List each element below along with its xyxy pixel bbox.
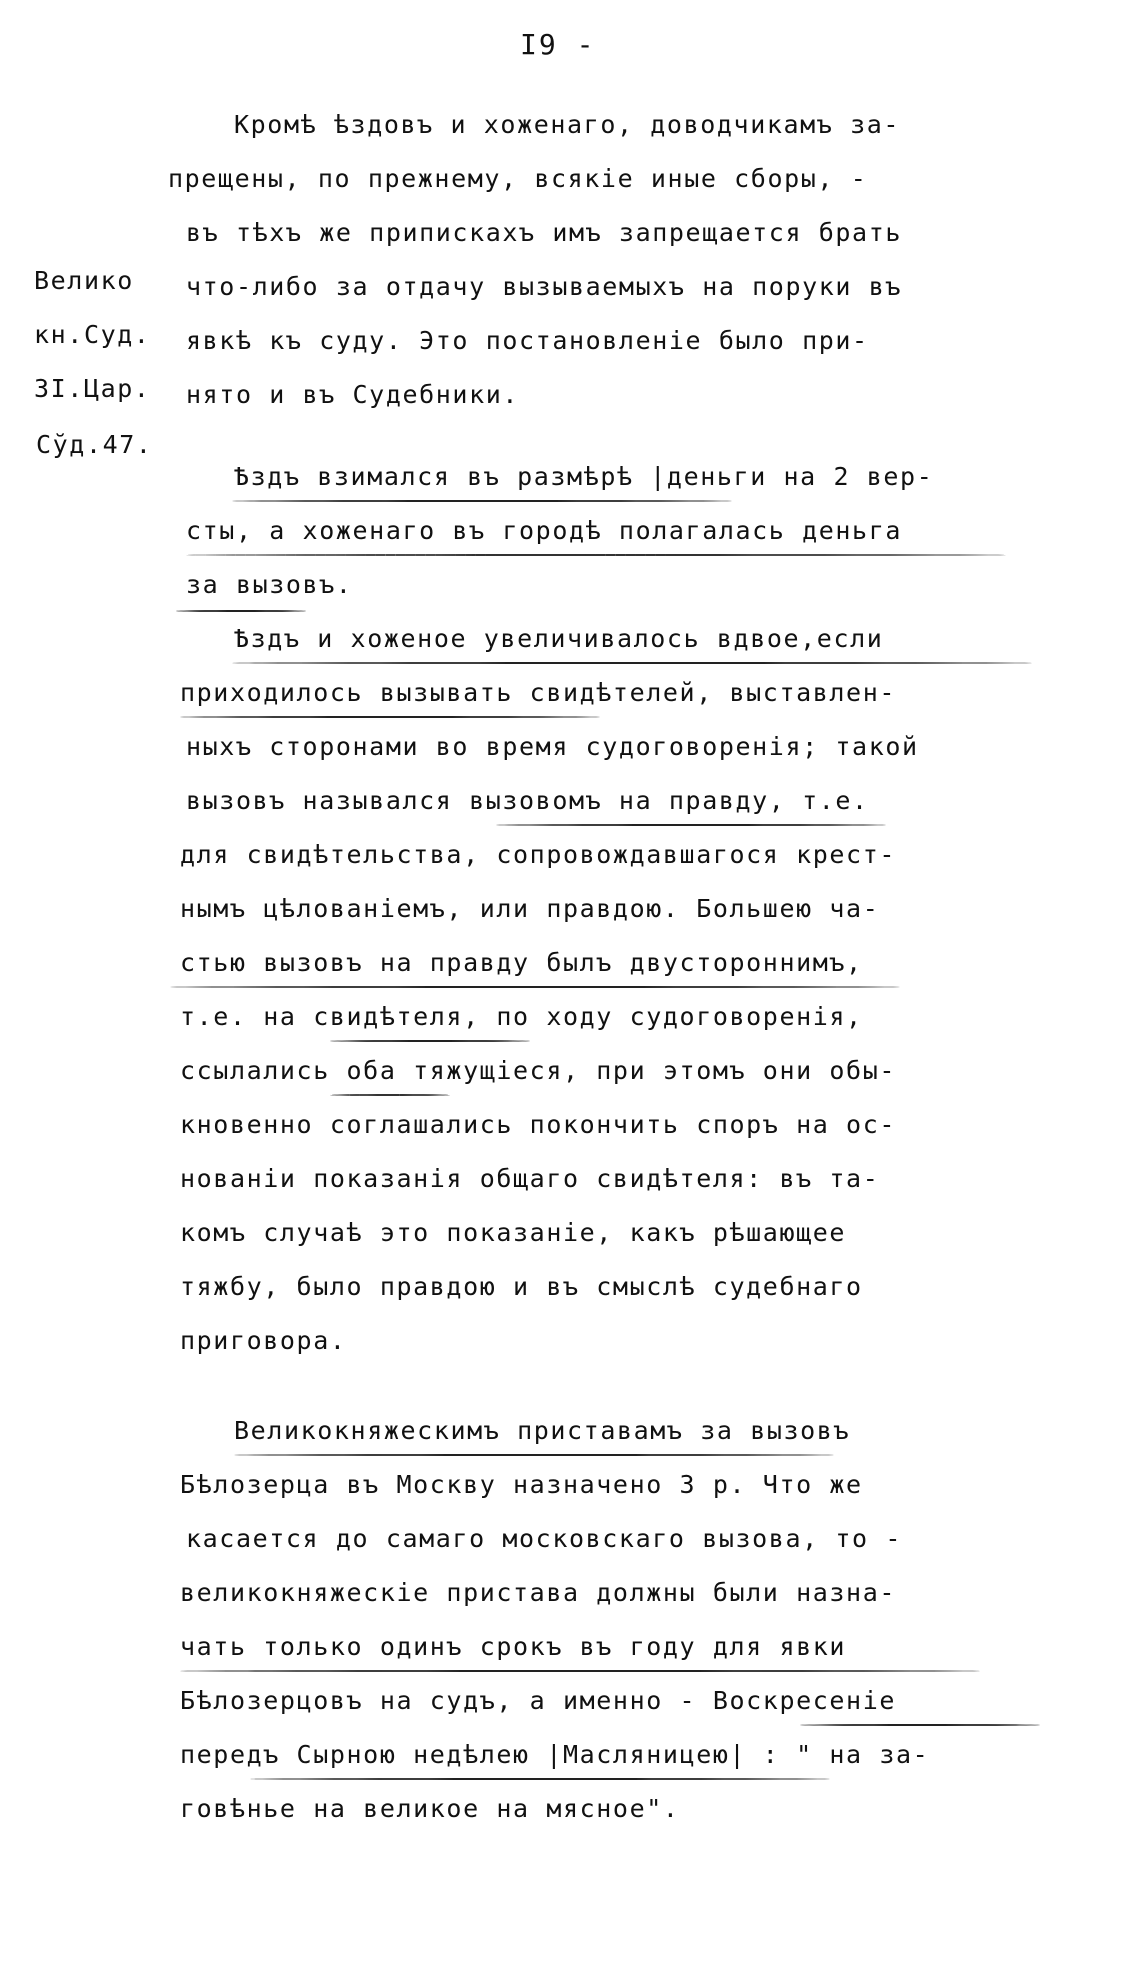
text-line: говѣнье на великое на мясное". [180, 1794, 680, 1823]
margin-citation-line: Велико [34, 266, 134, 295]
text-line: ссылались оба тяжущіеся, при этомъ они обы- [180, 1056, 897, 1085]
text-line: сты, а хоженаго въ городѣ полагалась деньга [186, 516, 903, 545]
text-line: касается до самаго московскаго вызова, то - [186, 1524, 903, 1553]
text-line: прещены, по прежнему, всякіе иные сборы, - [168, 164, 868, 193]
text-line: Кромѣ ѣздовъ и хоженаго, доводчикамъ за- [234, 110, 901, 139]
pencil-underline [330, 1094, 450, 1096]
pencil-underline [232, 500, 732, 502]
text-line: великокняжескіе пристава должны были назна- [180, 1578, 897, 1607]
margin-citation-line: кн.Суд. [34, 320, 151, 349]
pencil-underline [800, 1724, 1040, 1726]
pencil-underline [180, 1670, 980, 1672]
text-line: нованіи показанія общаго свидѣтеля: въ та- [180, 1164, 880, 1193]
text-line: нымъ цѣлованіемъ, или правдою. Большею ча- [180, 894, 880, 923]
pencil-underline [496, 824, 886, 826]
text-line: Бѣлозерца въ Москву назначено 3 р. Что же [180, 1470, 863, 1499]
text-line: передъ Сырною недѣлею |Масляницею| : " на за- [180, 1740, 930, 1769]
pencil-underline [170, 986, 900, 988]
pencil-underline [232, 662, 1032, 664]
text-line: чать только одинъ срокъ въ году для явки [180, 1632, 847, 1661]
text-line: за вызовъ. [186, 570, 353, 599]
text-line: комъ случаѣ это показаніе, какъ рѣшающее [180, 1218, 847, 1247]
text-line: приходилось вызывать свидѣтелей, выставлен- [180, 678, 897, 707]
pencil-underline [176, 610, 306, 612]
text-line: Великокняжескимъ приставамъ за вызовъ [234, 1416, 851, 1445]
text-line: кновенно соглашались покончить споръ на ос- [180, 1110, 897, 1139]
text-line: ныхъ сторонами во время судоговоренія; такой [186, 732, 919, 761]
pencil-underline [330, 1040, 530, 1042]
text-line: Бѣлозерцовъ на судъ, а именно - Воскресеніе [180, 1686, 897, 1715]
text-line: для свидѣтельства, сопровождавшагося крест- [180, 840, 897, 869]
text-line: Ѣздъ взимался въ размѣрѣ |деньги на 2 вер- [234, 462, 934, 491]
text-line: вызовъ назывался вызовомъ на правду, т.е. [186, 786, 869, 815]
page-number: I9 - [520, 28, 596, 61]
text-line: нято и въ Судебники. [186, 380, 520, 409]
text-line: стью вызовъ на правду былъ двустороннимъ, [180, 948, 863, 977]
text-line: Ѣздъ и хоженое увеличивалось вдвое,если [234, 624, 884, 653]
text-line: въ тѣхъ же припискахъ имъ запрещается брать [186, 218, 903, 247]
text-line: явкѣ къ суду. Это постановленіе было при- [186, 326, 869, 355]
margin-citation-line: 3I.Цар. [34, 374, 151, 403]
pencil-underline [180, 716, 600, 718]
margin-citation-sud: Сўд.47. [36, 430, 153, 459]
pencil-underline [250, 1778, 830, 1780]
text-line: приговора. [180, 1326, 347, 1355]
pencil-underline [234, 1454, 834, 1456]
text-line: т.е. на свидѣтеля, по ходу судоговоренія, [180, 1002, 863, 1031]
text-line: что-либо за отдачу вызываемыхъ на поруки въ [186, 272, 903, 301]
pencil-underline [186, 554, 1006, 556]
text-line: тяжбу, было правдою и въ смыслѣ судебнаго [180, 1272, 863, 1301]
